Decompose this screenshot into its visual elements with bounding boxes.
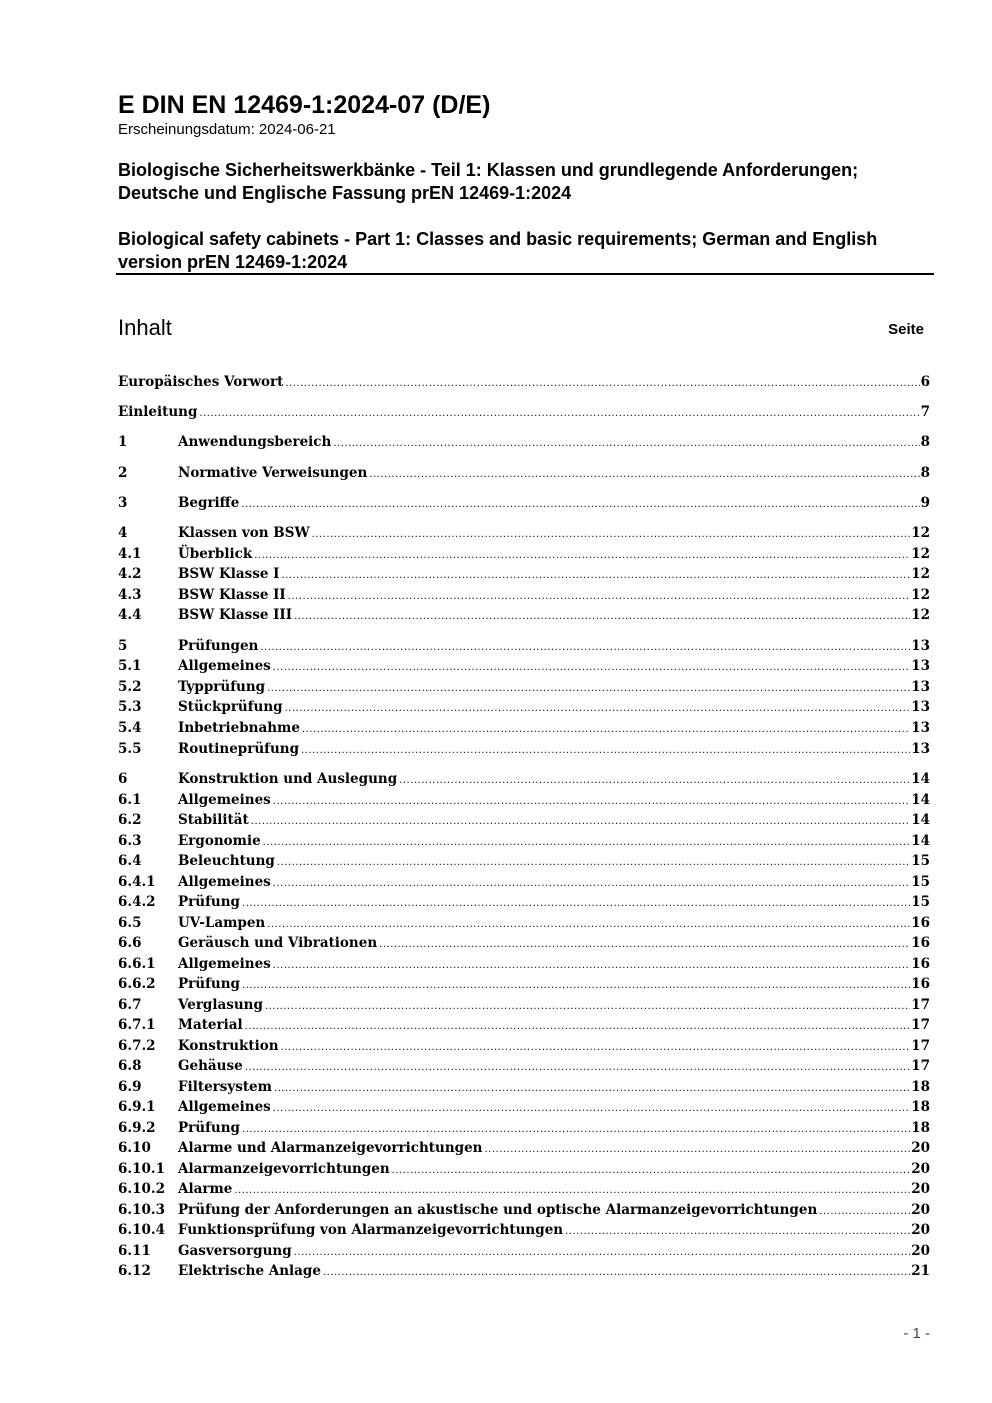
- toc-dot-leader: [565, 1222, 910, 1242]
- toc-entry-number: 6.10.4: [118, 1222, 165, 1238]
- toc-entry-page: 20: [911, 1222, 930, 1238]
- toc-entry-number: 6.4.2: [118, 894, 156, 910]
- toc-dot-leader: [369, 465, 919, 485]
- toc-entry-title: Filtersystem: [178, 1079, 272, 1095]
- toc-entry[interactable]: [118, 913, 930, 933]
- toc-entry-number: 6.12: [118, 1263, 151, 1279]
- toc-entry-page: 6: [920, 374, 930, 390]
- toc-entry-number: 6.10.1: [118, 1161, 165, 1177]
- toc-entry-page: 20: [911, 1181, 930, 1197]
- toc-entry[interactable]: [118, 432, 930, 452]
- toc-dot-leader: [285, 699, 911, 719]
- toc-entry-page: 15: [911, 874, 930, 890]
- toc-entry-number: 6.7.1: [118, 1017, 156, 1033]
- toc-entry-title: Alarme: [178, 1181, 233, 1197]
- toc-entry[interactable]: [118, 605, 930, 625]
- toc-entry[interactable]: [118, 1036, 930, 1056]
- toc-entry[interactable]: [118, 995, 930, 1015]
- toc-entry-title: Verglasung: [178, 997, 263, 1013]
- toc-entry[interactable]: [118, 892, 930, 912]
- toc-entry-number: 2: [118, 465, 128, 481]
- toc-entry-number: 6.6.2: [118, 976, 156, 992]
- toc-dot-leader: [273, 956, 910, 976]
- toc-entry[interactable]: [118, 790, 930, 810]
- toc-entry-page: 17: [911, 1017, 930, 1033]
- toc-entry-title: Prüfung: [178, 976, 240, 992]
- toc-entry-page: 7: [920, 404, 930, 420]
- toc-entry-page: 13: [911, 679, 930, 695]
- toc-entry-page: 9: [920, 495, 930, 511]
- toc-entry-number: 6.7.2: [118, 1038, 156, 1054]
- toc-entry-number: 6.9: [118, 1079, 142, 1095]
- toc-entry-title: Konstruktion und Auslegung: [178, 771, 398, 787]
- toc-entry-number: 5: [118, 638, 128, 654]
- toc-dot-leader: [273, 792, 910, 812]
- toc-heading: Inhalt: [118, 315, 172, 340]
- toc-entry-title: BSW Klasse II: [178, 587, 286, 603]
- toc-dot-leader: [399, 771, 910, 791]
- toc-entry-title: Geräusch und Vibrationen: [178, 935, 378, 951]
- toc-dot-leader: [301, 741, 910, 761]
- toc-entry[interactable]: [118, 564, 930, 584]
- toc-entry-number: 6.4.1: [118, 874, 156, 890]
- toc-dot-leader: [294, 607, 910, 627]
- toc-dot-leader: [274, 1079, 910, 1099]
- toc-entry-page: 13: [911, 638, 930, 654]
- toc-entry-page: 16: [911, 915, 930, 931]
- toc-entry[interactable]: [118, 739, 930, 759]
- toc-dot-leader: [254, 546, 910, 566]
- toc-entry-page: 8: [920, 434, 930, 450]
- toc-entry-number: 4.2: [118, 566, 142, 582]
- toc-entry-page: 17: [911, 1058, 930, 1074]
- toc-dot-leader: [267, 679, 910, 699]
- toc-page-column-label: Seite: [888, 321, 924, 338]
- toc-entry[interactable]: [118, 1015, 930, 1035]
- toc-dot-leader: [273, 1099, 910, 1119]
- toc-dot-leader: [260, 638, 910, 658]
- toc-entry-page: 12: [911, 607, 930, 623]
- toc-entry[interactable]: [118, 585, 930, 605]
- toc-dot-leader: [333, 434, 919, 454]
- toc-entry[interactable]: [118, 974, 930, 994]
- toc-entry[interactable]: [118, 872, 930, 892]
- toc-dot-leader: [273, 874, 910, 894]
- toc-entry-title: Elektrische Anlage: [178, 1263, 321, 1279]
- toc-entry-title: Anwendungsbereich: [178, 434, 332, 450]
- toc-entry-number: 6.7: [118, 997, 142, 1013]
- toc-entry-page: 12: [911, 587, 930, 603]
- toc-entry-title: Beleuchtung: [178, 853, 275, 869]
- toc-entry-number: 6.5: [118, 915, 142, 931]
- toc-entry[interactable]: [118, 523, 930, 543]
- toc-entry-title: Prüfung der Anforderungen an akustische und optische Alarmanzeigevorrichtungen: [178, 1202, 818, 1218]
- toc-dot-leader: [251, 812, 910, 832]
- toc-entry[interactable]: [118, 656, 930, 676]
- toc-dot-leader: [263, 833, 911, 853]
- toc-entry-title: Klassen von BSW: [178, 525, 310, 541]
- toc-dot-leader: [245, 1017, 911, 1037]
- toc-dot-leader: [484, 1140, 910, 1160]
- toc-entry-title: Gehäuse: [178, 1058, 243, 1074]
- toc-entry-number: 1: [118, 434, 128, 450]
- toc-entry-number: 4.4: [118, 607, 142, 623]
- toc-entry-title: Prüfung: [178, 1120, 240, 1136]
- toc-dot-leader: [323, 1263, 910, 1283]
- toc-entry-title: Konstruktion: [178, 1038, 279, 1054]
- toc-entry-number: 6.6: [118, 935, 142, 951]
- toc-entry-title: Begriffe: [178, 495, 240, 511]
- toc-entry-title: Überblick: [178, 546, 253, 562]
- toc-entry-page: 15: [911, 894, 930, 910]
- toc-entry[interactable]: [118, 372, 930, 392]
- toc-entry[interactable]: [118, 1077, 930, 1097]
- toc-entry-number: 6.8: [118, 1058, 142, 1074]
- toc-entry-page: 20: [911, 1140, 930, 1156]
- toc-entry-page: 21: [911, 1263, 930, 1279]
- toc-entry-page: 12: [911, 566, 930, 582]
- toc-entry-title: Typprüfung: [178, 679, 266, 695]
- toc-entry-title: UV-Lampen: [178, 915, 266, 931]
- toc-entry[interactable]: [118, 1056, 930, 1076]
- toc-dot-leader: [199, 404, 919, 424]
- toc-entry-page: 14: [911, 812, 930, 828]
- toc-entry-page: 20: [911, 1161, 930, 1177]
- toc-entry[interactable]: [118, 1138, 930, 1158]
- toc-entry-number: 5.2: [118, 679, 142, 695]
- toc-entry-page: 20: [911, 1202, 930, 1218]
- toc-entry-page: 17: [911, 1038, 930, 1054]
- toc-entry-number: 6.9.2: [118, 1120, 156, 1136]
- toc-entry-number: 6.10.2: [118, 1181, 165, 1197]
- toc-dot-leader: [285, 374, 919, 394]
- toc-entry-number: 6.10.3: [118, 1202, 165, 1218]
- toc-dot-leader: [277, 853, 910, 873]
- toc-entry-page: 18: [911, 1099, 930, 1115]
- toc-entry-number: 6.2: [118, 812, 142, 828]
- toc-entry-title: Stückprüfung: [178, 699, 283, 715]
- toc-dot-leader: [294, 1243, 911, 1263]
- toc-entry-title: Stabilität: [178, 812, 249, 828]
- toc-entry[interactable]: [118, 831, 930, 851]
- toc-entry-title: Prüfung: [178, 894, 240, 910]
- toc-entry-page: 14: [911, 771, 930, 787]
- document-id: E DIN EN 12469-1:2024-07 (D/E): [118, 91, 491, 119]
- toc-entry[interactable]: [118, 544, 930, 564]
- toc-dot-leader: [242, 1120, 910, 1140]
- toc-entry-number: 6: [118, 771, 128, 787]
- toc-entry-title: Allgemeines: [178, 956, 271, 972]
- toc-entry[interactable]: [118, 1159, 930, 1179]
- toc-entry-title: Alarme und Alarmanzeigevorrichtungen: [178, 1140, 483, 1156]
- toc-dot-leader: [245, 1058, 911, 1078]
- toc-entry-page: 13: [911, 741, 930, 757]
- toc-dot-leader: [241, 495, 919, 515]
- toc-entry-title: Allgemeines: [178, 658, 271, 674]
- toc-entry[interactable]: [118, 463, 930, 483]
- toc-dot-leader: [281, 566, 910, 586]
- toc-entry-number: 5.5: [118, 741, 142, 757]
- toc-entry[interactable]: [118, 718, 930, 738]
- toc-entry-number: 4: [118, 525, 128, 541]
- toc-dot-leader: [288, 587, 910, 607]
- toc-entry[interactable]: [118, 402, 930, 422]
- toc-entry[interactable]: [118, 1200, 930, 1220]
- toc-dot-leader: [273, 658, 910, 678]
- toc-entry-title: Allgemeines: [178, 874, 271, 890]
- toc-dot-leader: [302, 720, 910, 740]
- toc-entry[interactable]: [118, 769, 930, 789]
- toc-entry-title: Funktionsprüfung von Alarmanzeigevorrichtungen: [178, 1222, 564, 1238]
- toc-entry-title: Inbetriebnahme: [178, 720, 300, 736]
- toc-entry-page: 20: [911, 1243, 930, 1259]
- toc-dot-leader: [312, 525, 911, 545]
- toc-entry-number: 6.10: [118, 1140, 151, 1156]
- toc-entry[interactable]: [118, 954, 930, 974]
- toc-entry-title: Material: [178, 1017, 243, 1033]
- toc-entry[interactable]: [118, 1118, 930, 1138]
- toc-entry[interactable]: [118, 1179, 930, 1199]
- toc-entry-number: 4.1: [118, 546, 142, 562]
- toc-entry-title: Gasversorgung: [178, 1243, 292, 1259]
- toc-entry[interactable]: [118, 1220, 930, 1240]
- toc-entry-page: 16: [911, 956, 930, 972]
- toc-entry-title: Ergonomie: [178, 833, 261, 849]
- toc-entry-title: Einleitung: [118, 404, 198, 420]
- toc-entry-page: 14: [911, 833, 930, 849]
- toc-dot-leader: [267, 915, 910, 935]
- toc-entry-page: 18: [911, 1079, 930, 1095]
- title-german: Biologische Sicherheitswerkbänke - Teil 1: Klassen und grundlegende Anforderungen; Deutsche und Englische Fassung prEN 12469-1:2024: [118, 160, 859, 203]
- toc-entry-page: 16: [911, 976, 930, 992]
- toc-dot-leader: [234, 1181, 910, 1201]
- table-of-contents: [118, 0, 930, 1403]
- toc-entry-number: 5.3: [118, 699, 142, 715]
- toc-entry[interactable]: [118, 1261, 930, 1281]
- toc-entry[interactable]: [118, 1097, 930, 1117]
- toc-entry-page: 17: [911, 997, 930, 1013]
- toc-entry-title: Normative Verweisungen: [178, 465, 368, 481]
- toc-entry-page: 13: [911, 720, 930, 736]
- toc-dot-leader: [265, 997, 910, 1017]
- toc-entry-title: Allgemeines: [178, 1099, 271, 1115]
- toc-entry-page: 12: [911, 525, 930, 541]
- toc-entry-page: 14: [911, 792, 930, 808]
- toc-entry-number: 5.4: [118, 720, 142, 736]
- toc-entry[interactable]: [118, 636, 930, 656]
- toc-entry[interactable]: [118, 493, 930, 513]
- toc-entry[interactable]: [118, 851, 930, 871]
- toc-entry-title: BSW Klasse III: [178, 607, 293, 623]
- toc-dot-leader: [379, 935, 910, 955]
- toc-entry-title: BSW Klasse I: [178, 566, 280, 582]
- toc-entry-page: 13: [911, 699, 930, 715]
- toc-entry-page: 13: [911, 658, 930, 674]
- toc-dot-leader: [242, 894, 910, 914]
- toc-entry-number: 6.4: [118, 853, 142, 869]
- toc-entry-number: 3: [118, 495, 128, 511]
- toc-entry[interactable]: [118, 677, 930, 697]
- toc-entry-page: 16: [911, 935, 930, 951]
- toc-entry-title: Routineprüfung: [178, 741, 300, 757]
- toc-entry-number: 5.1: [118, 658, 142, 674]
- page-number: - 1 -: [903, 1325, 930, 1342]
- toc-entry-number: 6.3: [118, 833, 142, 849]
- toc-entry[interactable]: [118, 933, 930, 953]
- toc-entry-page: 18: [911, 1120, 930, 1136]
- toc-entry[interactable]: [118, 810, 930, 830]
- toc-entry-title: Europäisches Vorwort: [118, 374, 284, 390]
- toc-dot-leader: [819, 1202, 910, 1222]
- toc-entry[interactable]: [118, 1241, 930, 1261]
- toc-entry-number: 6.6.1: [118, 956, 156, 972]
- toc-dot-leader: [392, 1161, 911, 1181]
- toc-entry-number: 6.11: [118, 1243, 151, 1259]
- title-english: Biological safety cabinets - Part 1: Classes and basic requirements; German and English version prEN 12469-1:2024: [118, 229, 878, 272]
- publication-date: Erscheinungsdatum: 2024-06-21: [118, 121, 336, 138]
- toc-dot-leader: [281, 1038, 911, 1058]
- toc-entry-title: Allgemeines: [178, 792, 271, 808]
- toc-entry[interactable]: [118, 697, 930, 717]
- toc-dot-leader: [242, 976, 910, 996]
- toc-entry-page: 12: [911, 546, 930, 562]
- toc-entry-title: Alarmanzeigevorrichtungen: [178, 1161, 390, 1177]
- toc-entry-number: 4.3: [118, 587, 142, 603]
- toc-entry-number: 6.9.1: [118, 1099, 156, 1115]
- toc-entry-number: 6.1: [118, 792, 142, 808]
- toc-entry-page: 15: [911, 853, 930, 869]
- toc-entry-page: 8: [920, 465, 930, 481]
- toc-entry-title: Prüfungen: [178, 638, 259, 654]
